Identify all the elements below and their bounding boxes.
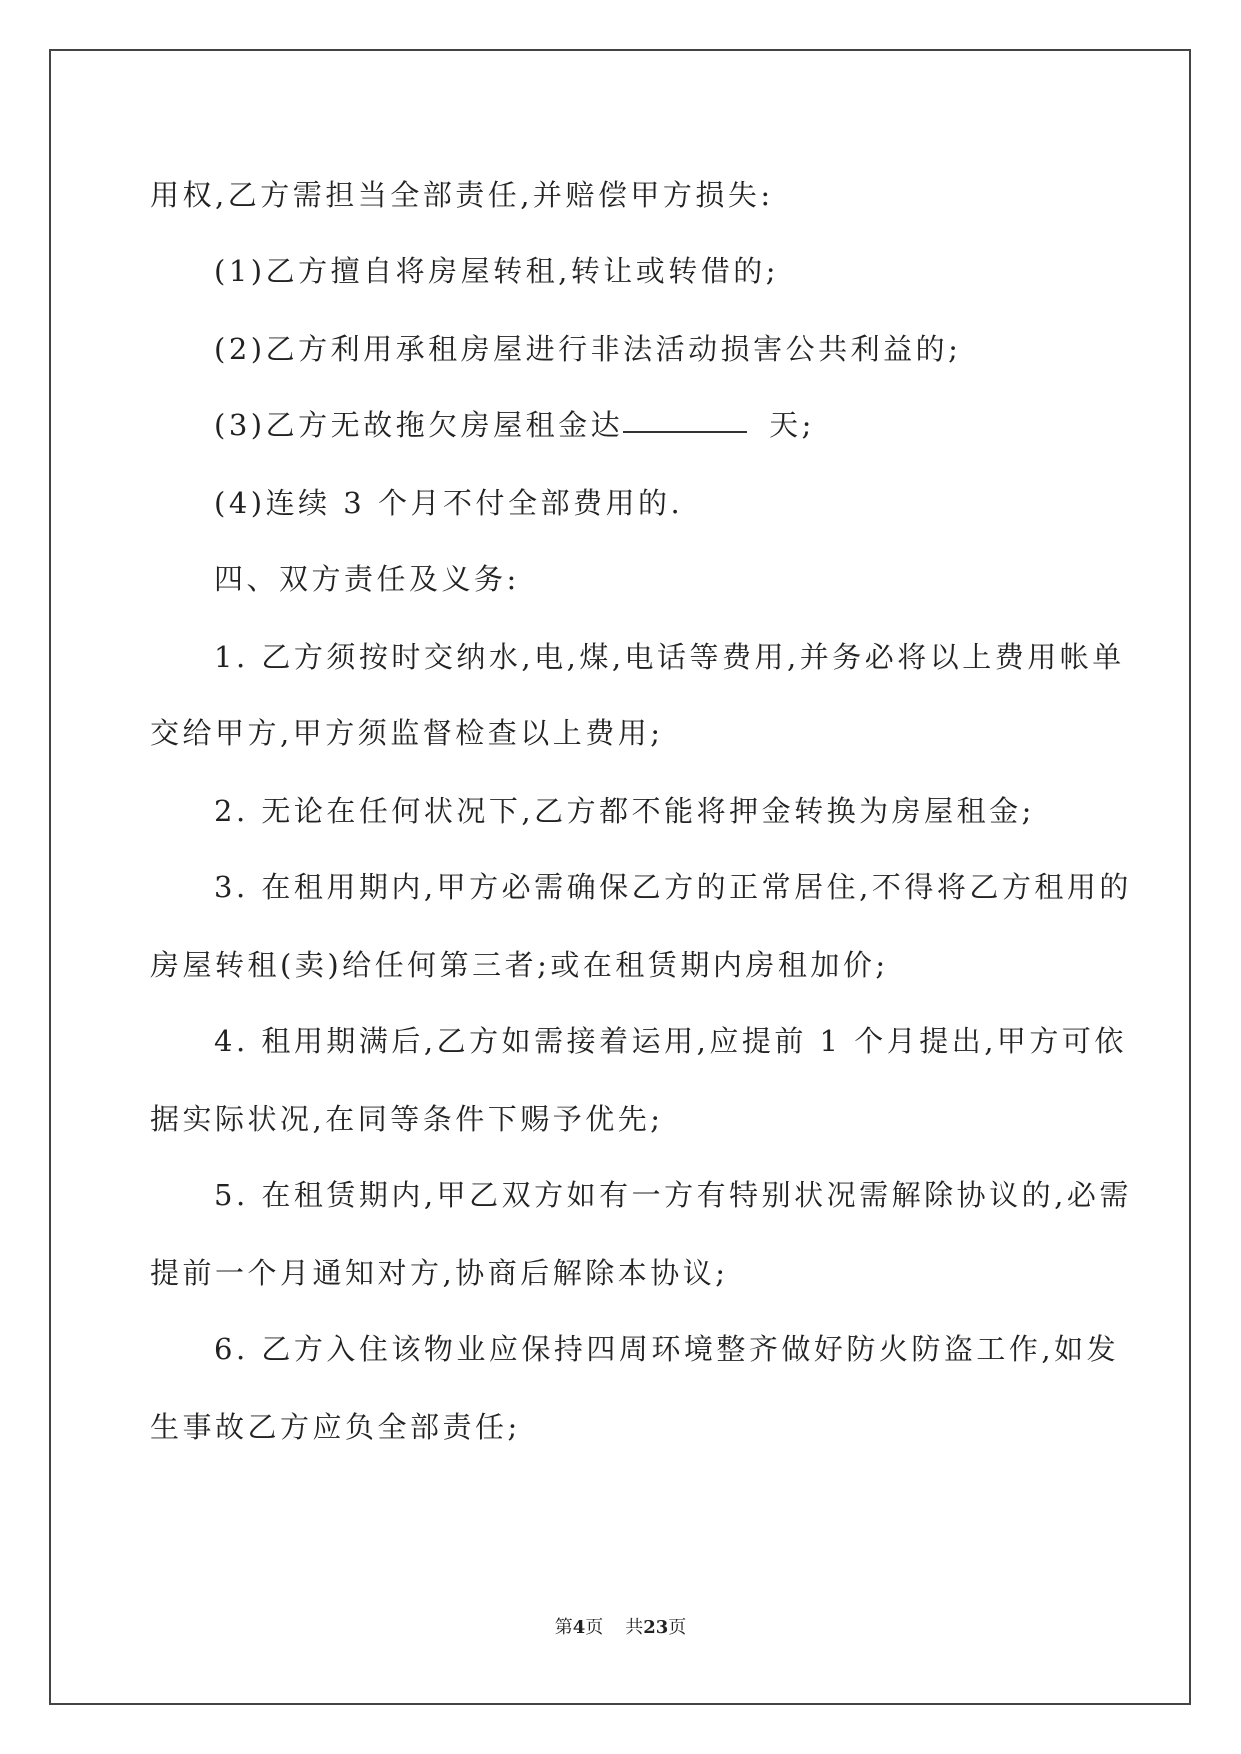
text-line-2: (1)乙方擅自将房屋转租,转让或转借的; — [214, 254, 780, 288]
total-pages-number: 23 — [643, 1617, 669, 1638]
text-line-8: 交给甲方,甲方须监督检查以上费用; — [150, 716, 664, 750]
text-line-9: 2. 无论在任何状况下,乙方都不能将押金转换为房屋租金; — [214, 794, 1035, 828]
text-line-14: 5. 在租赁期内,甲乙双方如有一方有特别状况需解除协议的,必需 — [214, 1178, 1132, 1212]
fill-in-blank — [623, 401, 747, 433]
text-line-13: 据实际状况,在同等条件下赐予优先; — [150, 1102, 664, 1136]
text-line-4 — [214, 401, 815, 449]
page-label: 页 — [585, 1617, 604, 1638]
section-heading: 四、双方责任及义务: — [214, 562, 520, 596]
text-line-17: 生事故乙方应负全部责任; — [150, 1410, 521, 1444]
text-line-5: (4)连续 3 个月不付全部费用的. — [214, 486, 684, 520]
total-label: 页 — [668, 1617, 687, 1638]
text-line-15: 提前一个月通知对方,协商后解除本协议; — [150, 1256, 729, 1290]
text-line-10: 3. 在租用期内,甲方必需确保乙方的正常居住,不得将乙方租用的 — [214, 870, 1132, 904]
text-line-3: (2)乙方利用承租房屋进行非法活动损害公共利益的; — [214, 332, 962, 366]
text-line-12: 4. 租用期满后,乙方如需接着运用,应提前 1 个月提出,甲方可依 — [214, 1024, 1127, 1058]
text-line-4-end: 天; — [769, 408, 815, 442]
total-prefix: 共 — [625, 1617, 644, 1638]
page-number-footer — [0, 1616, 1241, 1640]
text-line-4-start: (3)乙方无故拖欠房屋租金达 — [214, 408, 624, 442]
page-prefix: 第 — [554, 1617, 573, 1638]
text-line-7: 1. 乙方须按时交纳水,电,煤,电话等费用,并务必将以上费用帐单 — [214, 640, 1125, 674]
text-line-16: 6. 乙方入住该物业应保持四周环境整齐做好防火防盗工作,如发 — [214, 1332, 1120, 1366]
current-page-number: 4 — [572, 1617, 586, 1638]
text-line-11: 房屋转租(卖)给任何第三者;或在租赁期内房租加价; — [150, 948, 889, 982]
text-line-1: 用权,乙方需担当全部责任,并赔偿甲方损失: — [150, 178, 774, 212]
